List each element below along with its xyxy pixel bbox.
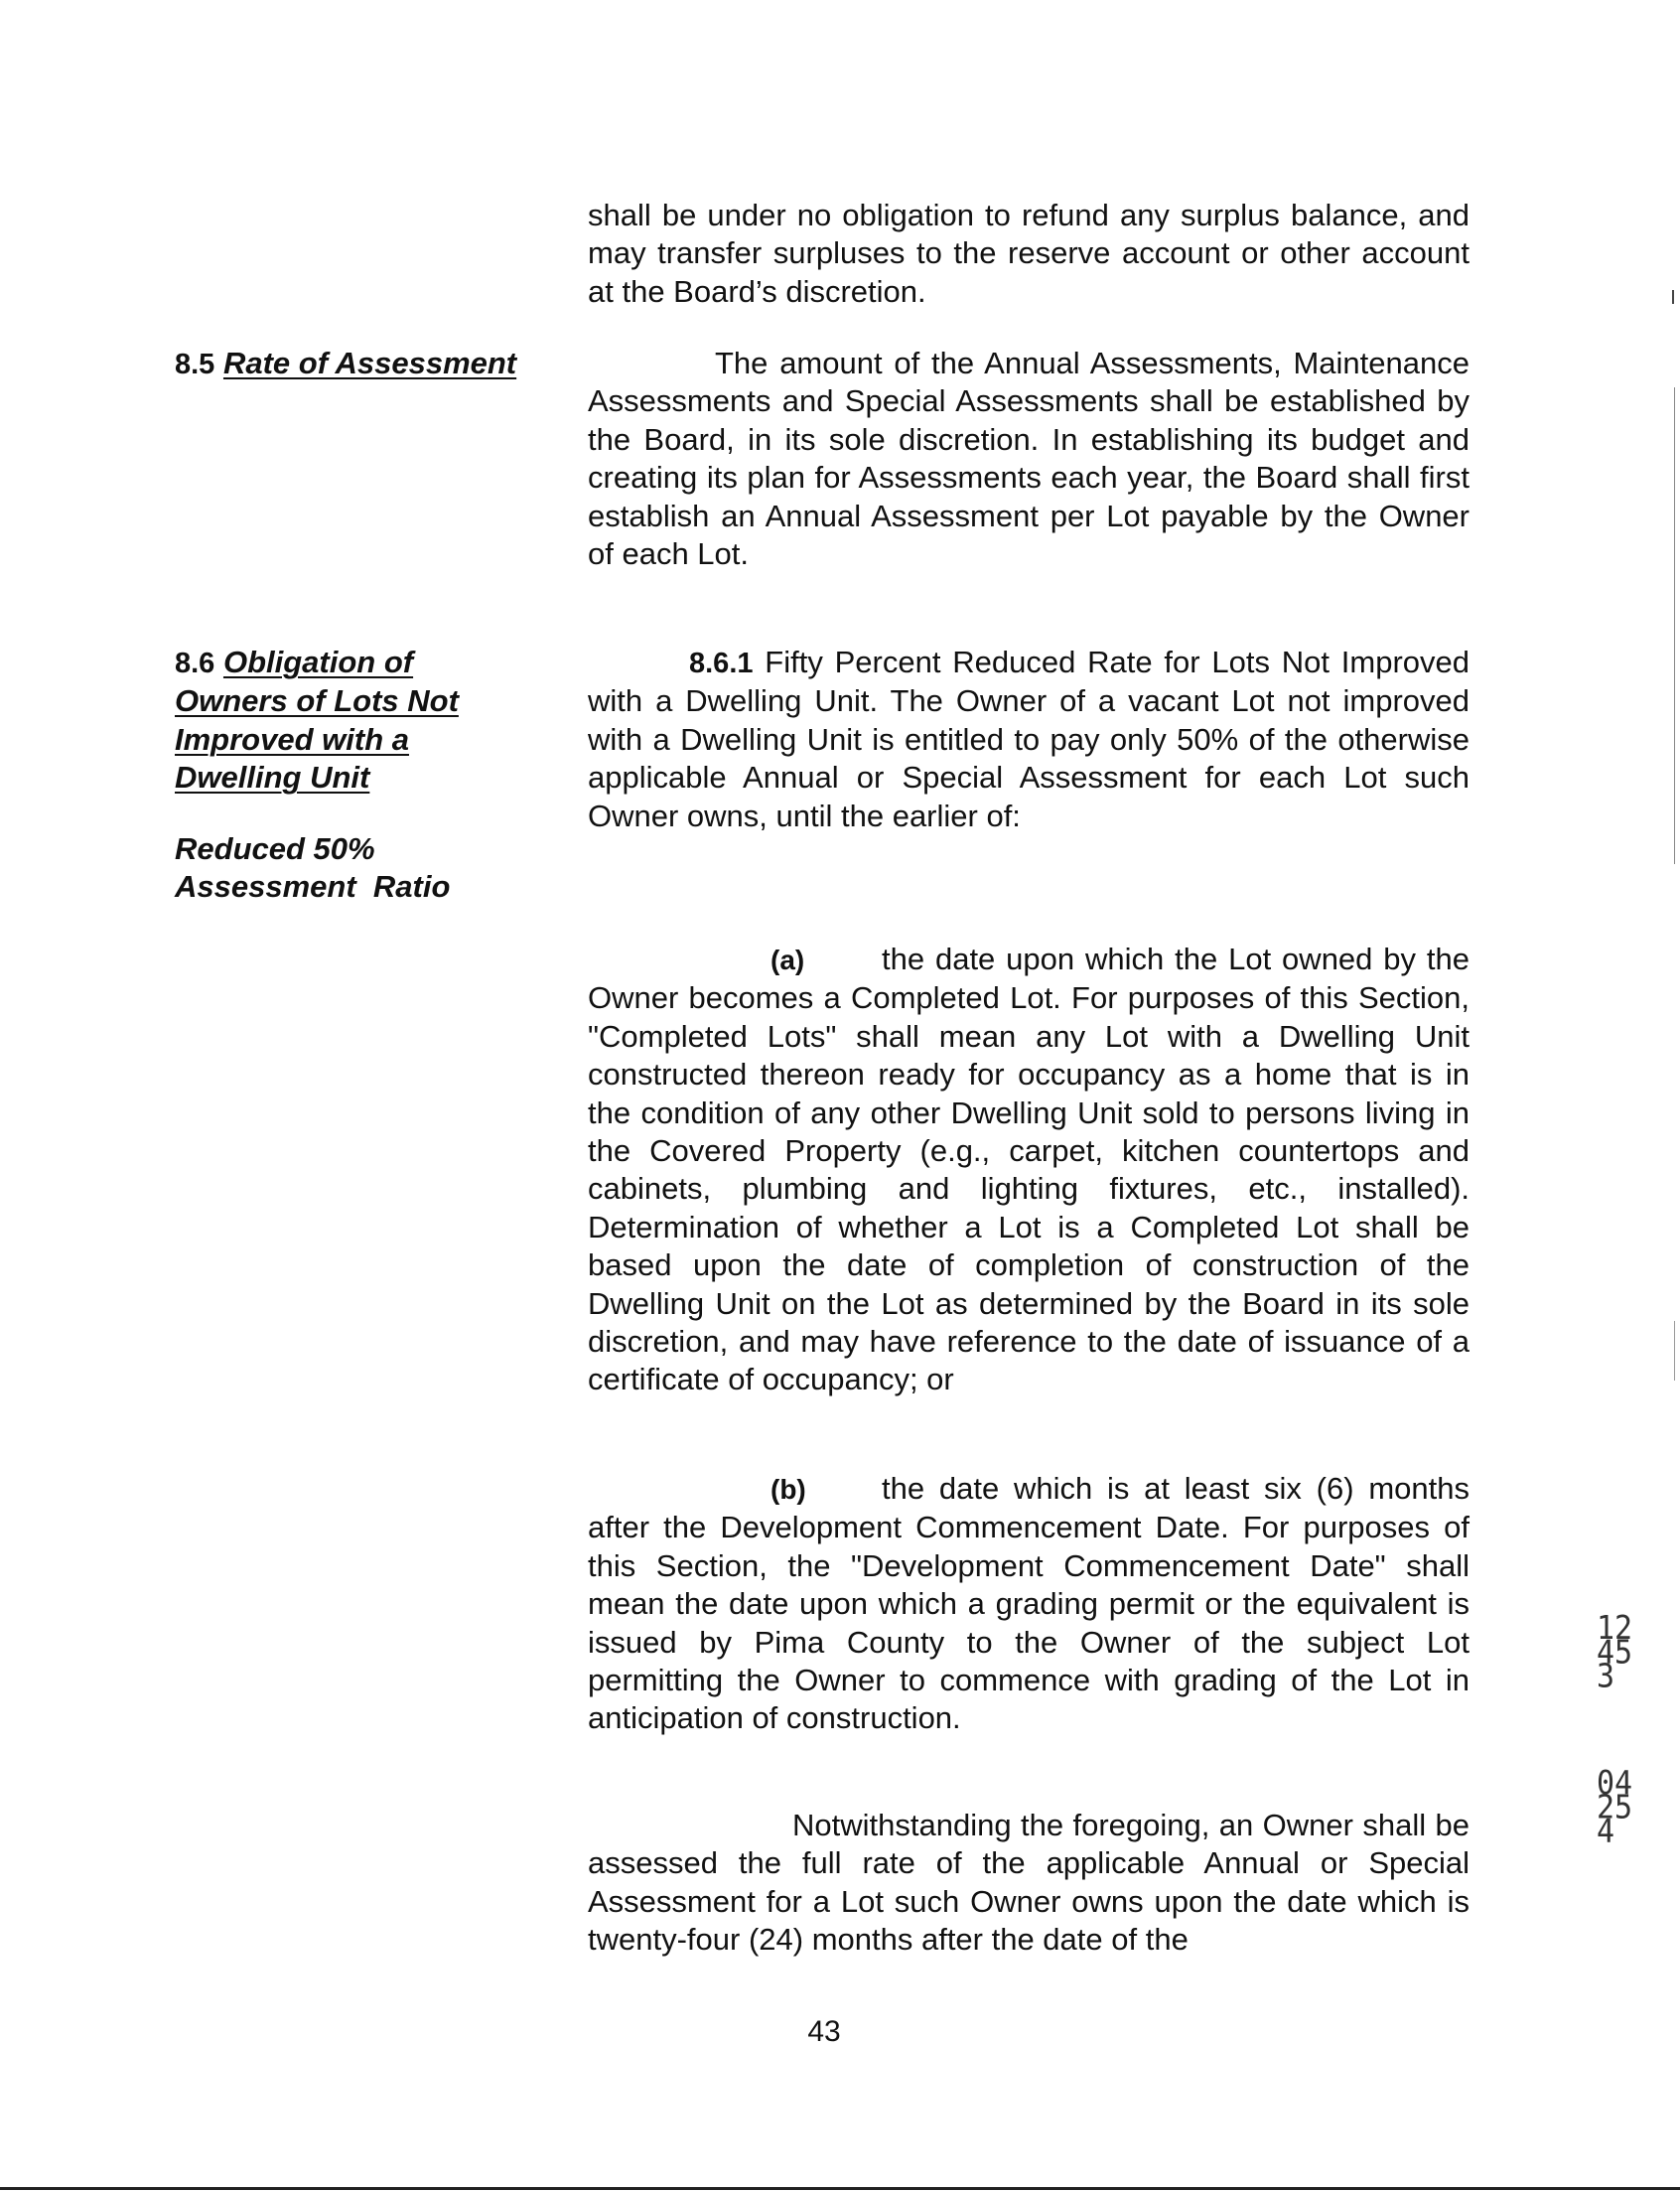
clause-a-text: the date upon which the Lot owned by the Owner becomes a Completed Lot. For purposes of this Section, "Completed Lots" shall mean any Lot with a Dwelling Unit constructed thereon ready for occupancy as a home that is in the condition of any other Dwelling Unit sold to persons living in the Covered Property (e.g., carpet, kitchen countertops and cabinets, plumbing and lighting fixtures, etc., installed). Determination of whether a Lot is a Completed Lot shall be based upon the date of completion of construction of the Dwelling Unit on the Lot as determined by the Board in its sole discretion, and may have reference to the date of issuance of a certificate of occupancy; or	[588, 942, 1470, 1397]
section-8-6-title-line-2: Owners of Lots Not	[175, 683, 459, 719]
clause-b-text: the date which is at least six (6) months after the Development Commencement Date. For purposes of this Section, the "Development Commencement Date" shall mean the date upon which a grading permit or the equivalent is issued by Pima County to the Owner of the subject Lot permitting the Owner to commence with grading of the Lot in anticipation of construction.	[588, 1471, 1470, 1736]
intro-paragraph	[588, 197, 1470, 311]
subtitle-line-1: Reduced 50%	[175, 831, 375, 866]
recording-docket-number	[1597, 1593, 1646, 1696]
recording-docket: 12453	[1597, 1609, 1633, 1696]
page-number: 43	[807, 2015, 841, 2048]
notwithstanding-text: Notwithstanding the foregoing, an Owner shall be assessed the full rate of the applicable Annual or Special Assessment for a Lot such Owner owns upon the date which is twenty-four (24) months after the date of the	[588, 1808, 1470, 1958]
scan-edge-mark	[1672, 290, 1674, 304]
clause-b-label: (b)	[770, 1474, 806, 1505]
section-8-5-title: Rate of Assessment	[222, 346, 517, 380]
section-8-6-number: 8.6	[175, 648, 215, 679]
section-8-6-title-line-3: Improved with a	[175, 721, 409, 757]
section-8-5-text: The amount of the Annual Assessments, Maintenance Assessments and Special Assessments shall be established by the Board, in its sole discretion. In establishing its budget and creating its plan for Assessments each year, the Board shall first establish an Annual Assessment per Lot payable by the Owner of each Lot.	[588, 346, 1470, 572]
clause-a-label: (a)	[770, 945, 805, 975]
section-8-6-heading	[175, 644, 552, 798]
section-8-5-number: 8.5	[175, 349, 215, 380]
section-8-6-1-text: Fifty Percent Reduced Rate for Lots Not Improved with a Dwelling Unit. The Owner of a vacant Lot not improved with a Dwelling Unit is entitled to pay only 50% of the otherwise applicable Annual or Special Assessment for each Lot such Owner owns, until the earlier of:	[588, 645, 1470, 833]
section-8-6-1-number: 8.6.1	[689, 648, 754, 679]
scan-edge-line	[1674, 387, 1675, 864]
section-8-6-1-body	[588, 644, 1470, 835]
section-8-6-title-line-4: Dwelling Unit	[175, 760, 370, 796]
recording-page-number	[1597, 1748, 1646, 1851]
section-8-5-body	[588, 345, 1470, 573]
section-8-6-title-line-1: Obligation of	[222, 645, 414, 679]
clause-a	[588, 941, 1470, 1399]
recording-page: 04254	[1597, 1764, 1633, 1851]
intro-text: shall be under no obligation to refund any surplus balance, and may transfer surpluses to the reserve account or other account at the Board’s discretion.	[588, 198, 1470, 309]
notwithstanding-paragraph	[588, 1807, 1470, 1960]
scan-edge-line	[1674, 1321, 1675, 1381]
subtitle-line-2: Assessment Ratio	[175, 869, 451, 905]
section-8-5-heading	[175, 345, 552, 383]
section-8-6-subheading	[175, 830, 552, 907]
scan-bottom-border	[0, 2187, 1680, 2190]
clause-b	[588, 1470, 1470, 1738]
